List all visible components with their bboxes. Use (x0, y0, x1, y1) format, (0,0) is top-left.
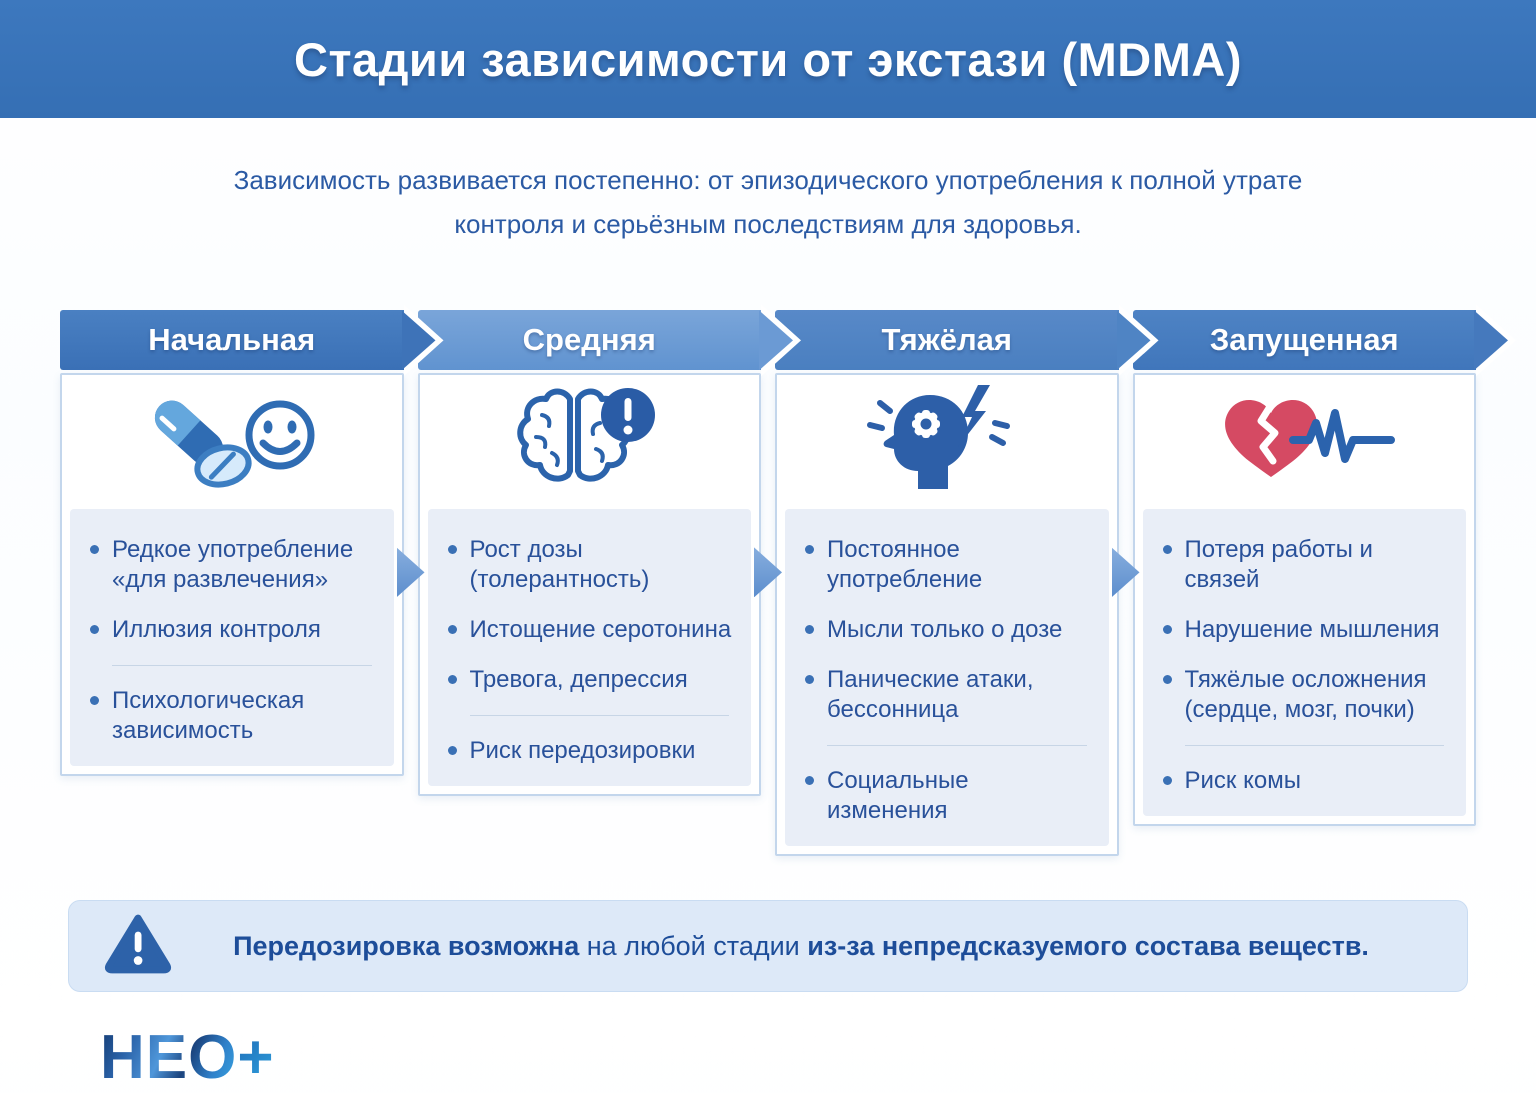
list-item: Нарушение мышления (1163, 615, 1451, 645)
stage-column-advanced (1133, 310, 1477, 856)
stage-bullet-panel (1143, 509, 1467, 816)
stage-label: Тяжёлая (881, 322, 1012, 358)
bullet-dot (448, 545, 457, 554)
divider (470, 715, 730, 716)
bullet-dot (1163, 545, 1172, 554)
stage-label: Средняя (522, 322, 656, 358)
list-item: Иллюзия контроля (90, 615, 378, 645)
bullet-dot (805, 776, 814, 785)
stage-column-middle (418, 310, 762, 856)
bullet-dot (1163, 675, 1172, 684)
bullet-dot (90, 545, 99, 554)
bullet-dot (448, 675, 457, 684)
list-item: Истощение серотонина (448, 615, 736, 645)
bullet-dot (805, 675, 814, 684)
stage-bullet-panel (70, 509, 394, 766)
list-item: Психологическая зависимость (90, 686, 378, 746)
bullet-dot (1163, 625, 1172, 634)
list-item: Панические атаки, бессонница (805, 665, 1093, 725)
list-item: Постоянное употребление (805, 535, 1093, 595)
stage-header-initial (60, 310, 404, 370)
bullet-dot (90, 625, 99, 634)
stage-card (418, 373, 762, 796)
logo-text: НЕО (100, 1023, 238, 1093)
stage-card (60, 373, 404, 776)
intro-text: Зависимость развивается постепенно: от эпизодического употребления к полной утрате контроля и серьёзным последствиям для здоровья. (233, 165, 1303, 240)
warning-triangle-icon (105, 914, 171, 979)
bullet-dot (448, 746, 457, 755)
stage-bullet-panel (428, 509, 752, 786)
stage-label: Запущенная (1209, 322, 1399, 358)
head-stress-icon (777, 375, 1117, 501)
intro-section (0, 158, 1536, 246)
warning-banner (68, 900, 1468, 992)
stage-column-severe (775, 310, 1119, 856)
bullet-dot (805, 545, 814, 554)
stage-card (1133, 373, 1477, 826)
stages-row (60, 310, 1476, 856)
stage-header-advanced (1133, 310, 1477, 370)
bullet-dot (90, 696, 99, 705)
bullet-dot (805, 625, 814, 634)
bullet-dot (1163, 776, 1172, 785)
header-banner (0, 0, 1536, 118)
list-item: Социальные изменения (805, 766, 1093, 826)
stage-bullet-panel (785, 509, 1109, 846)
list-item: Потеря работы и связей (1163, 535, 1451, 595)
divider (112, 665, 372, 666)
pills-smiley-icon (62, 375, 402, 501)
list-item: Тревога, депрессия (448, 665, 736, 695)
list-item: Тяжёлые осложнения (сердце, мозг, почки) (1163, 665, 1451, 725)
list-item: Рост дозы (толерантность) (448, 535, 736, 595)
list-item: Риск передозировки (448, 736, 736, 766)
brain-alert-icon (420, 375, 760, 501)
neo-plus-logo (100, 1022, 1536, 1093)
warning-text: Передозировка возможна на любой стадии из-за непредсказуемого состава веществ. (233, 930, 1369, 961)
stage-column-initial (60, 310, 404, 856)
divider (1185, 745, 1445, 746)
stage-header-middle (418, 310, 762, 370)
list-item: Редкое употребление «для развлечения» (90, 535, 378, 595)
stage-label: Начальная (148, 322, 316, 358)
list-item: Мысли только о дозе (805, 615, 1093, 645)
page-title: Стадии зависимости от экстази (MDMA) (294, 32, 1242, 86)
stage-card (775, 373, 1119, 856)
stage-header-severe (775, 310, 1119, 370)
logo-plus-icon: + (237, 1023, 275, 1093)
list-item: Риск комы (1163, 766, 1451, 796)
broken-heart-ecg-icon (1135, 375, 1475, 501)
bullet-dot (448, 625, 457, 634)
divider (827, 745, 1087, 746)
